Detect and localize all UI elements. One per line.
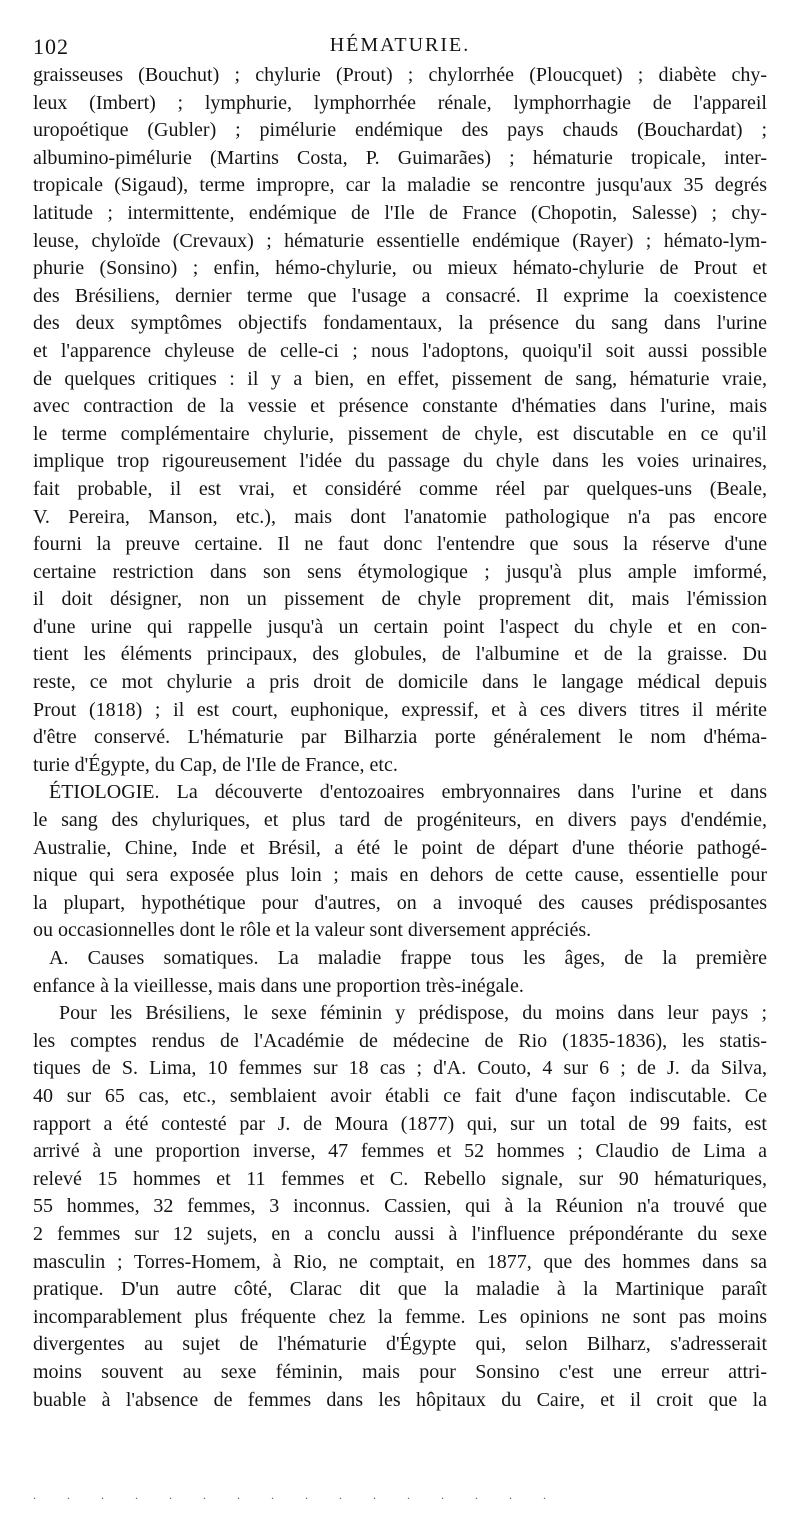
text-line: le terme complémentaire chylurie, pissement de chyle, est discutable en ce qu'il <box>33 422 767 445</box>
text-line: 2 femmes sur 12 sujets, en a conclu aussi à l'influence prépondérante du sexe <box>33 1222 767 1245</box>
running-title: HÉMATURIE. <box>329 34 471 56</box>
text-line: turie d'Égypte, du Cap, de l'Ile de France, etc. <box>33 753 398 776</box>
text-line: implique trop rigoureusement l'idée du passage du chyle dans les voies urinaires, <box>33 450 767 473</box>
text-line: il doit désigner, non un pissement de chyle proprement dit, mais l'émission <box>33 588 767 611</box>
text-line: uropoétique (Gubler) ; pimélurie endémique des pays chauds (Bouchardat) ; <box>33 119 767 142</box>
text-line: ou occasionnelles dont le rôle et la valeur sont diversement appréciés. <box>33 919 592 942</box>
text-line: de quelques critiques : il y a bien, en effet, pissement de sang, hématurie vraie, <box>33 367 767 390</box>
text-line: moins souvent au sexe féminin, mais pour Sonsino c'est une erreur attri- <box>33 1360 767 1383</box>
text-line: relevé 15 hommes et 11 femmes et C. Rebello signale, sur 90 hématuriques, <box>33 1167 767 1190</box>
text-line: tropicale (Sigaud), terme impropre, car la maladie se rencontre jusqu'aux 35 degrés <box>33 174 767 197</box>
page-number: 102 <box>33 34 69 59</box>
text-line: 40 sur 65 cas, etc., semblaient avoir établi ce fait d'une façon indiscutable. Ce <box>33 1084 767 1107</box>
text-line: nique qui sera exposée plus loin ; mais en dehors de cette cause, essentielle pour <box>33 864 767 887</box>
text-line: pratique. D'un autre côté, Clarac dit que la maladie à la Martinique paraît <box>33 1278 767 1301</box>
text-line: ÉTIOLOGIE. La découverte d'entozoaires embryonnaires dans l'urine et dans <box>49 781 767 804</box>
text-line: A. Causes somatiques. La maladie frappe tous les âges, de la première <box>49 947 767 969</box>
text-line: Australie, Chine, Inde et Brésil, a été le point de départ d'une théorie pathogé- <box>33 836 767 859</box>
text-line: des deux symptômes objectifs fondamentaux, la présence du sang dans l'urine <box>33 312 767 335</box>
text-line: des Brésiliens, dernier terme que l'usage a consacré. Il exprime la coexistence <box>33 284 767 307</box>
text-line: reste, ce mot chylurie a pris droit de domicile dans le langage médical depuis <box>33 671 767 694</box>
text-line: Pour les Brésiliens, le sexe féminin y prédispose, du moins dans leur pays ; <box>59 1002 767 1025</box>
text-line: la plupart, hypothétique pour d'autres, on a invoqué des causes prédisposantes <box>33 891 767 914</box>
body-text <box>33 62 767 1414</box>
text-line: le sang des chyluriques, et plus tard de progéniteurs, en divers pays d'endémie, <box>33 809 767 832</box>
text-line: tient les éléments principaux, des globules, de l'albumine et de la graisse. Du <box>33 643 767 666</box>
text-line: graisseuses (Bouchut) ; chylurie (Prout) ; chylorrhée (Ploucquet) ; diabète chy- <box>33 64 767 86</box>
text-line: masculin ; Torres-Homem, à Rio, ne comptait, en 1877, que des hommes dans sa <box>33 1250 767 1273</box>
text-line: d'une urine qui rappelle jusqu'à un certain point l'aspect du chyle et en con- <box>33 615 767 638</box>
text-line: rapport a été contesté par J. de Moura (1877) qui, sur un total de 99 faits, est <box>33 1112 767 1135</box>
text-line: fourni la preuve certaine. Il ne faut donc l'entendre que sous la réserve d'une <box>33 533 767 556</box>
text-line: arrivé à une proportion inverse, 47 femmes et 52 hommes ; Claudio de Lima a <box>33 1140 767 1163</box>
text-line: buable à l'absence de femmes dans les hôpitaux du Caire, et il croit que la <box>33 1388 767 1411</box>
text-line: et l'apparence chyleuse de celle-ci ; nous l'adoptons, quoiqu'il soit aussi possible <box>33 339 767 362</box>
text-line: enfance à la vieillesse, mais dans une proportion très-inégale. <box>33 974 524 997</box>
text-line: tiques de S. Lima, 10 femmes sur 18 cas ; d'A. Couto, 4 sur 6 ; de J. da Silva, <box>33 1057 767 1080</box>
text-line: certaine restriction dans son sens étymologique ; jusqu'à plus ample imformé, <box>33 560 767 583</box>
page-header <box>33 30 767 60</box>
text-line: avec contraction de la vessie et présence constante d'hématies dans l'urine, mais <box>33 395 767 418</box>
footer-dots: . . . . . . . . . . . . . . . . <box>33 1488 560 1502</box>
text-line: Prout (1818) ; il est court, euphonique, expressif, et à ces divers titres il mérite <box>33 698 767 721</box>
text-line: phurie (Sonsino) ; enfin, hémo-chylurie, ou mieux hémato-chylurie de Prout et <box>33 257 767 280</box>
text-line: albumino-pimélurie (Martins Costa, P. Guimarães) ; hématurie tropicale, inter- <box>33 146 767 169</box>
text-line: leuse, chyloïde (Crevaux) ; hématurie essentielle endémique (Rayer) ; hémato-lym- <box>33 229 767 252</box>
text-line: les comptes rendus de l'Académie de médecine de Rio (1835-1836), les statis- <box>33 1029 767 1052</box>
text-line: d'être conservé. L'hématurie par Bilharzia porte généralement le nom d'héma- <box>33 726 767 749</box>
text-line: divergentes au sujet de l'hématurie d'Égypte qui, selon Bilharz, s'adresserait <box>33 1333 767 1356</box>
text-line: V. Pereira, Manson, etc.), mais dont l'anatomie pathologique n'a pas encore <box>33 505 767 528</box>
text-line: fait probable, il est vrai, et considéré comme réel par quelques-uns (Beale, <box>33 477 767 500</box>
text-line: latitude ; intermittente, endémique de l'Ile de France (Chopotin, Salesse) ; chy- <box>33 201 767 224</box>
text-line: incomparablement plus fréquente chez la femme. Les opinions ne sont pas moins <box>33 1305 767 1328</box>
text-line: 55 hommes, 32 femmes, 3 inconnus. Cassien, qui à la Réunion n'a trouvé que <box>33 1195 767 1218</box>
text-line: leux (Imbert) ; lymphurie, lymphorrhée rénale, lymphorrhagie de l'appareil <box>33 91 767 114</box>
